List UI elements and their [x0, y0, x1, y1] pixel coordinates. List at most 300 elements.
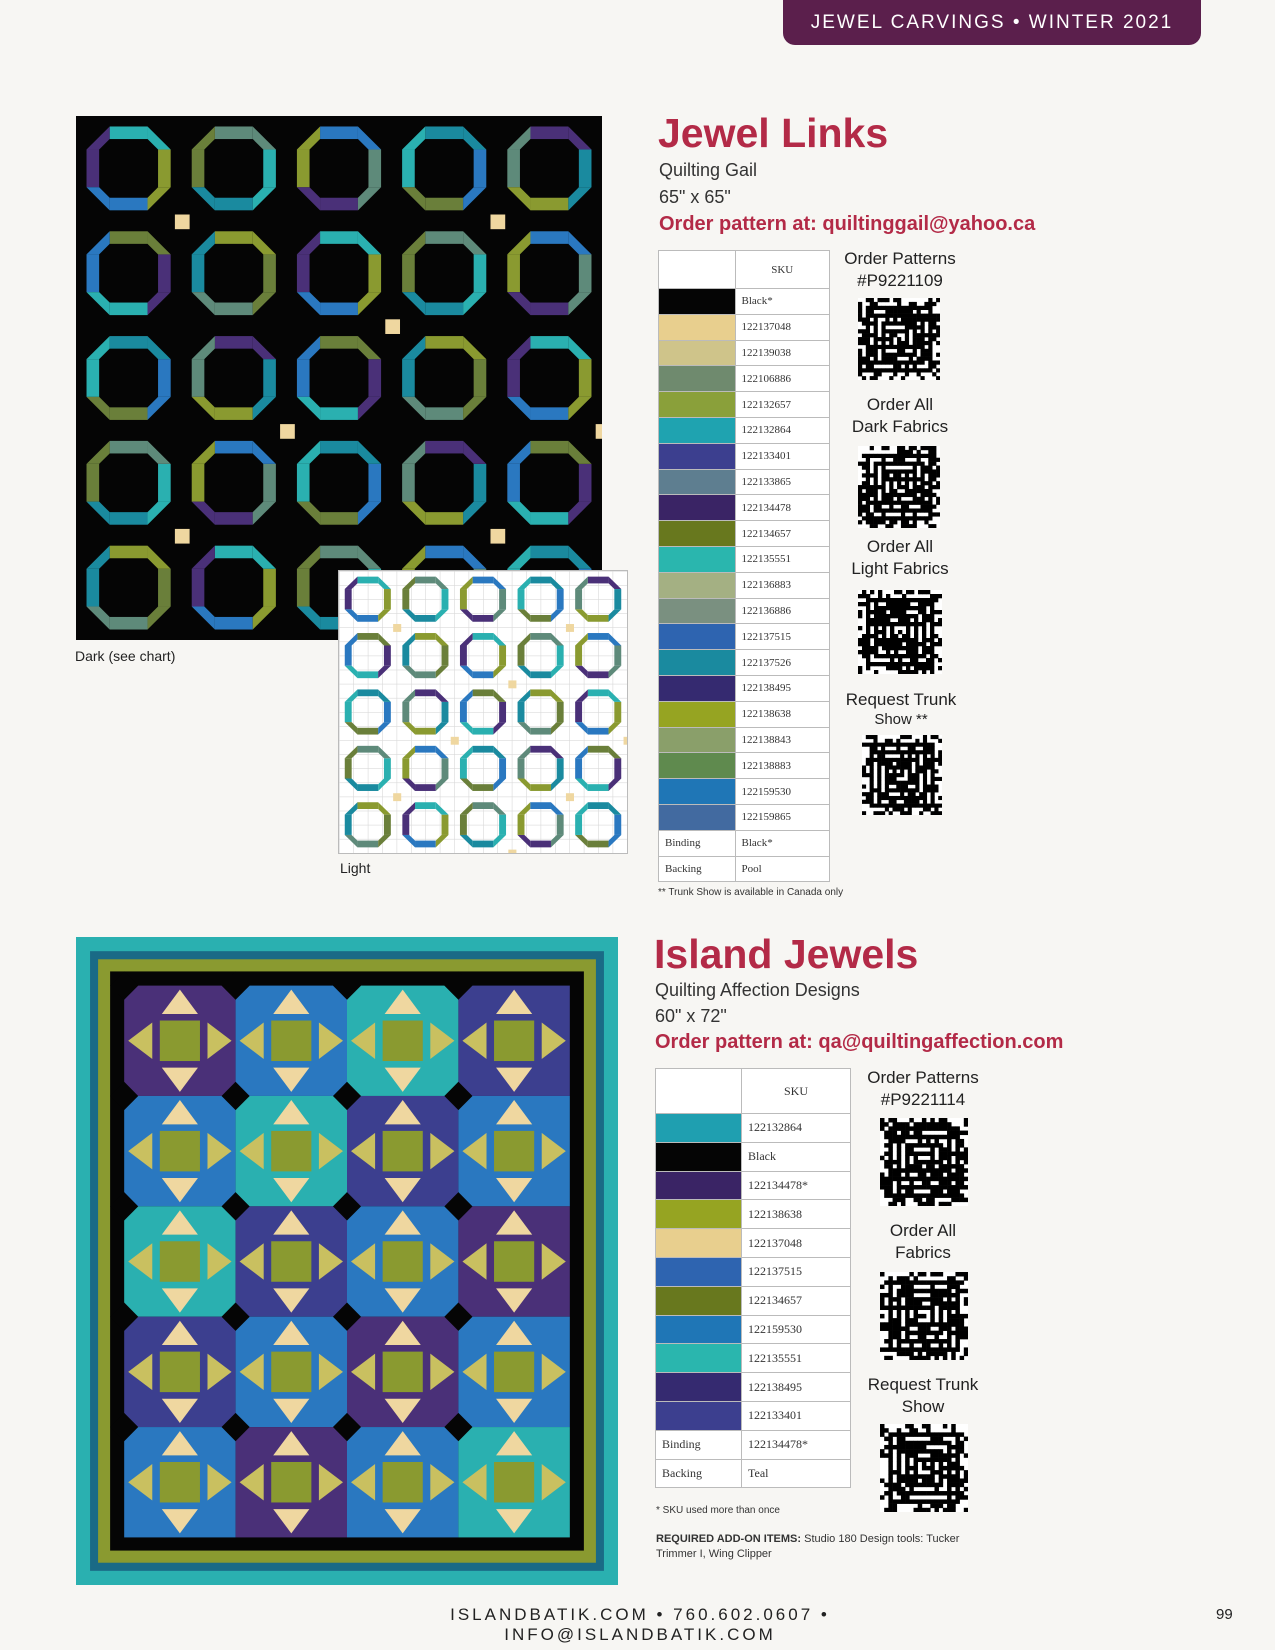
- qr-module: [906, 614, 910, 618]
- qr-module: [918, 1356, 922, 1360]
- qr-code-order-patterns[interactable]: [858, 298, 940, 380]
- qr-module: [877, 800, 881, 804]
- qr-module: [880, 1453, 884, 1457]
- qr-module: [939, 1293, 943, 1297]
- qr-module: [920, 341, 924, 345]
- qr-module: [960, 1466, 964, 1470]
- qr-module: [905, 1185, 909, 1189]
- qr-module: [884, 1143, 888, 1147]
- qr-module: [901, 1289, 905, 1293]
- qr-module: [955, 1156, 959, 1160]
- qr-module: [858, 610, 862, 614]
- qr-module: [947, 1487, 951, 1491]
- qr-module: [908, 807, 912, 811]
- qr-module: [915, 788, 919, 792]
- qr-module: [886, 622, 890, 626]
- qr-module: [905, 485, 909, 489]
- qr-module: [897, 469, 901, 473]
- link-bar: [192, 254, 205, 292]
- qr-module: [896, 807, 900, 811]
- sku-row: [659, 521, 830, 547]
- qr-module: [870, 302, 874, 306]
- qr-module: [930, 1164, 934, 1168]
- link-bar: [357, 689, 378, 696]
- qr-module: [897, 1470, 901, 1474]
- qr-module: [874, 493, 878, 497]
- qr-module: [926, 1474, 930, 1478]
- qr-module: [909, 1449, 913, 1453]
- qr-module: [866, 630, 870, 634]
- qr-module: [885, 454, 889, 458]
- qr-module: [918, 666, 922, 670]
- qr-module: [951, 1322, 955, 1326]
- qr-module: [909, 314, 913, 318]
- qr-code-trunk-show[interactable]: [880, 1424, 968, 1512]
- qr-module: [932, 462, 936, 466]
- link-bar: [499, 589, 506, 609]
- qr-module: [908, 792, 912, 796]
- link-bar: [473, 615, 494, 622]
- link-bar: [460, 758, 467, 778]
- sku-row: [656, 1200, 851, 1229]
- qr-module: [878, 610, 882, 614]
- link-bar: [215, 126, 253, 139]
- qr-module: [943, 1424, 947, 1428]
- qr-module: [927, 785, 931, 789]
- link-bar: [530, 633, 551, 640]
- qr-module: [939, 1152, 943, 1156]
- qr-code-order-fabrics[interactable]: [880, 1272, 968, 1360]
- fabric-swatch: [656, 1257, 742, 1286]
- qr-module: [951, 1318, 955, 1322]
- star-center: [383, 1462, 423, 1503]
- qr-module: [918, 602, 922, 606]
- star-center: [160, 1021, 200, 1062]
- qr-module: [939, 1462, 943, 1466]
- qr-module: [889, 520, 893, 524]
- qr-module: [936, 298, 940, 302]
- qr-module: [882, 618, 886, 622]
- qr-module: [939, 1347, 943, 1351]
- link-bar: [460, 815, 467, 835]
- qr-module: [918, 1445, 922, 1449]
- qr-module: [920, 505, 924, 509]
- qr-module: [951, 1432, 955, 1436]
- qr-module: [913, 321, 917, 325]
- qr-module: [926, 614, 930, 618]
- qr-module: [888, 1172, 892, 1176]
- qr-module: [905, 353, 909, 357]
- qr-module: [870, 622, 874, 626]
- qr-module: [874, 454, 878, 458]
- qr-module: [901, 1285, 905, 1289]
- qr-module: [947, 1326, 951, 1330]
- qr-module: [884, 1306, 888, 1310]
- qr-module: [913, 481, 917, 485]
- qr-module: [885, 508, 889, 512]
- qr-module: [874, 345, 878, 349]
- qr-module: [914, 1198, 918, 1202]
- qr-module: [881, 804, 885, 808]
- link-bar: [384, 702, 391, 722]
- qr-module: [928, 333, 932, 337]
- qr-module: [939, 1306, 943, 1310]
- qr-module: [915, 765, 919, 769]
- qr-module: [904, 785, 908, 789]
- qr-module: [866, 516, 870, 520]
- qr-module: [923, 785, 927, 789]
- qr-module: [955, 1160, 959, 1164]
- order-pattern-link[interactable]: Order pattern at: qa@quiltingaffection.com: [655, 1031, 1064, 1053]
- qr-module: [910, 654, 914, 658]
- qr-module: [881, 337, 885, 341]
- link-bar: [110, 441, 148, 454]
- qr-module: [901, 349, 905, 353]
- qr-module: [922, 1466, 926, 1470]
- qr-module: [892, 769, 896, 773]
- cream-square: [175, 529, 190, 544]
- qr-module: [904, 804, 908, 808]
- qr-module: [901, 1293, 905, 1297]
- qr-module: [888, 1322, 892, 1326]
- qr-module: [943, 1156, 947, 1160]
- qr-module: [905, 1474, 909, 1478]
- fabric-swatch: [656, 1315, 742, 1344]
- qr-module: [939, 1458, 943, 1462]
- qr-module: [955, 1314, 959, 1318]
- qr-module: [947, 1276, 951, 1280]
- sku-row: [659, 495, 830, 521]
- link-bar: [518, 589, 525, 609]
- link-bar: [402, 150, 415, 188]
- qr-module: [964, 1478, 968, 1482]
- qr-module: [932, 364, 936, 368]
- qr-module: [881, 489, 885, 493]
- qr-module: [930, 626, 934, 630]
- qr-module: [947, 1318, 951, 1322]
- qr-module: [960, 1445, 964, 1449]
- qr-module: [862, 594, 866, 598]
- qr-module: [866, 614, 870, 618]
- addon-heading: REQUIRED ADD-ON ITEMS:: [656, 1533, 802, 1545]
- qr-module: [870, 743, 874, 747]
- qr-module: [932, 485, 936, 489]
- qr-module: [885, 477, 889, 481]
- qr-module: [909, 1118, 913, 1122]
- qr-module: [939, 1326, 943, 1330]
- qr-module: [930, 618, 934, 622]
- qr-module: [922, 1474, 926, 1478]
- sku-code: Black: [742, 1142, 851, 1171]
- qr-module: [936, 329, 940, 333]
- qr-module: [874, 662, 878, 666]
- link-bar: [263, 464, 276, 502]
- qr-module: [951, 1131, 955, 1135]
- qr-module: [902, 622, 906, 626]
- qr-module: [939, 1470, 943, 1474]
- qr-module: [888, 1293, 892, 1297]
- qr-module: [936, 333, 940, 337]
- qr-module: [909, 446, 913, 450]
- qr-module: [939, 1322, 943, 1326]
- qr-module: [870, 520, 874, 524]
- qr-module: [926, 1280, 930, 1284]
- qr-module: [909, 1306, 913, 1310]
- qr-module: [878, 614, 882, 618]
- backing-row: [656, 1459, 851, 1488]
- qr-code-order-dark[interactable]: [858, 446, 940, 528]
- qr-module: [964, 1352, 968, 1356]
- qr-module: [905, 1449, 909, 1453]
- qr-module: [918, 1347, 922, 1351]
- qr-module: [884, 1339, 888, 1343]
- star-center: [271, 1021, 311, 1062]
- qr-module: [909, 357, 913, 361]
- qr-module: [936, 314, 940, 318]
- qr-module: [893, 1139, 897, 1143]
- qr-module: [900, 788, 904, 792]
- qr-module: [870, 781, 874, 785]
- qr-module: [947, 1202, 951, 1206]
- qr-module: [881, 762, 885, 766]
- link-bar: [473, 633, 494, 640]
- qr-module: [947, 1160, 951, 1164]
- qr-module: [964, 1289, 968, 1293]
- qr-code-trunk-show[interactable]: [862, 735, 942, 815]
- qr-module: [914, 1314, 918, 1318]
- sku-code: 122139038: [735, 340, 829, 366]
- qr-module: [936, 318, 940, 322]
- link-bar: [474, 150, 487, 188]
- qr-module: [955, 1177, 959, 1181]
- qr-module: [914, 658, 918, 662]
- qr-module: [930, 638, 934, 642]
- qr-module: [923, 762, 927, 766]
- qr-module: [898, 614, 902, 618]
- qr-module: [934, 1177, 938, 1181]
- qr-module: [885, 497, 889, 501]
- qr-module: [947, 1301, 951, 1305]
- addon-text: Studio 180 Design tools: Tucker Trimmer I, Wing Clipper: [656, 1533, 960, 1560]
- qr-module: [924, 314, 928, 318]
- qr-module: [862, 493, 866, 497]
- qr-label-order-light: [836, 536, 964, 580]
- qr-module: [914, 1432, 918, 1436]
- link-bar: [368, 359, 381, 397]
- qr-module: [939, 1164, 943, 1168]
- qr-module: [897, 1135, 901, 1139]
- qr-module: [886, 638, 890, 642]
- qr-module: [923, 773, 927, 777]
- link-bar: [320, 407, 358, 420]
- qr-module: [874, 602, 878, 606]
- fabric-swatch: [659, 392, 736, 418]
- qr-module: [918, 1474, 922, 1478]
- qr-module: [905, 489, 909, 493]
- qr-module: [878, 337, 882, 341]
- qr-module: [866, 598, 870, 602]
- qr-module: [918, 1185, 922, 1189]
- qr-module: [951, 1280, 955, 1284]
- qr-module: [922, 646, 926, 650]
- qr-module: [926, 638, 930, 642]
- qr-module: [874, 481, 878, 485]
- qr-module: [885, 368, 889, 372]
- qr-module: [898, 646, 902, 650]
- sku-row: [656, 1229, 851, 1258]
- qr-module: [914, 1168, 918, 1172]
- qr-module: [877, 785, 881, 789]
- link-bar: [557, 589, 564, 609]
- link-bar: [384, 758, 391, 778]
- link-bar: [158, 150, 171, 188]
- qr-module: [890, 630, 894, 634]
- qr-module: [890, 646, 894, 650]
- qr-module: [897, 1189, 901, 1193]
- qr-module: [928, 508, 932, 512]
- qr-module: [889, 341, 893, 345]
- qr-module: [955, 1474, 959, 1478]
- qr-module: [909, 1181, 913, 1185]
- fabric-swatch: [659, 314, 736, 340]
- qr-module: [947, 1289, 951, 1293]
- qr-module: [905, 337, 909, 341]
- link-bar: [415, 615, 436, 622]
- qr-module: [902, 610, 906, 614]
- qr-module: [923, 743, 927, 747]
- qr-module: [880, 1293, 884, 1297]
- qr-module: [885, 773, 889, 777]
- qr-module: [917, 357, 921, 361]
- swatch-header: [656, 1069, 742, 1114]
- qr-module: [905, 1491, 909, 1495]
- link-bar: [297, 254, 310, 292]
- qr-module: [888, 1289, 892, 1293]
- qr-module: [930, 1272, 934, 1276]
- qr-module: [874, 650, 878, 654]
- sku-code: 122137048: [735, 314, 829, 340]
- qr-module: [858, 360, 862, 364]
- qr-module: [878, 516, 882, 520]
- link-bar: [402, 254, 415, 292]
- qr-module: [870, 788, 874, 792]
- qr-module: [881, 466, 885, 470]
- qr-module: [932, 318, 936, 322]
- qr-module: [902, 606, 906, 610]
- sku-table-jewel-links: [658, 250, 830, 882]
- qr-module: [920, 466, 924, 470]
- qr-module: [873, 758, 877, 762]
- qr-module: [889, 353, 893, 357]
- qr-label-line: Request Trunk: [867, 1375, 979, 1394]
- qr-module: [910, 590, 914, 594]
- qr-module: [922, 1343, 926, 1347]
- qr-module: [858, 485, 862, 489]
- qr-module: [936, 485, 940, 489]
- qr-module: [882, 626, 886, 630]
- qr-module: [934, 1160, 938, 1164]
- qr-module: [870, 349, 874, 353]
- qr-module: [955, 1491, 959, 1495]
- qr-module: [893, 1487, 897, 1491]
- qr-module: [885, 762, 889, 766]
- qr-module: [930, 1202, 934, 1206]
- qr-module: [934, 1139, 938, 1143]
- order-pattern-link[interactable]: Order pattern at: quiltinggail@yahoo.ca: [659, 213, 1036, 235]
- qr-module: [905, 1347, 909, 1351]
- qr-module: [930, 1314, 934, 1318]
- link-bar: [110, 336, 148, 349]
- qr-module: [862, 481, 866, 485]
- qr-module: [893, 1499, 897, 1503]
- qr-module: [930, 1352, 934, 1356]
- qr-module: [881, 754, 885, 758]
- qr-module: [906, 642, 910, 646]
- qr-module: [897, 458, 901, 462]
- qr-module: [920, 321, 924, 325]
- qr-module: [926, 1356, 930, 1360]
- qr-module: [909, 1143, 913, 1147]
- link-bar: [530, 126, 568, 139]
- link-bar: [158, 569, 171, 607]
- qr-module: [909, 345, 913, 349]
- qr-module: [918, 1272, 922, 1276]
- qr-module: [909, 1152, 913, 1156]
- qr-module: [914, 626, 918, 630]
- qr-module: [901, 1495, 905, 1499]
- link-bar: [425, 303, 463, 316]
- qr-module: [884, 1185, 888, 1189]
- qr-module: [912, 743, 916, 747]
- link-bar: [215, 512, 253, 525]
- qr-module: [866, 662, 870, 666]
- qr-module: [884, 1177, 888, 1181]
- qr-module: [862, 337, 866, 341]
- qr-module: [928, 462, 932, 466]
- qr-module: [893, 1122, 897, 1126]
- qr-module: [905, 1335, 909, 1339]
- qr-module: [938, 618, 942, 622]
- link-bar: [588, 577, 609, 584]
- qr-module: [931, 773, 935, 777]
- star-center: [271, 1352, 311, 1393]
- link-bar: [588, 728, 609, 735]
- qr-module: [862, 508, 866, 512]
- qr-module: [909, 1280, 913, 1284]
- qr-code-order-patterns[interactable]: [880, 1118, 968, 1206]
- qr-module: [884, 1164, 888, 1168]
- qr-module: [917, 318, 921, 322]
- qr-module: [955, 1285, 959, 1289]
- qr-module: [913, 466, 917, 470]
- qr-module: [960, 1335, 964, 1339]
- qr-module: [930, 1491, 934, 1495]
- qr-code-order-light[interactable]: [858, 590, 942, 674]
- qr-module: [943, 1289, 947, 1293]
- qr-module: [919, 796, 923, 800]
- qr-module: [909, 469, 913, 473]
- qr-label-trunk-show: [858, 1374, 988, 1418]
- qr-module: [881, 357, 885, 361]
- qr-module: [914, 1441, 918, 1445]
- qr-module: [909, 1453, 913, 1457]
- qr-module: [943, 1202, 947, 1206]
- qr-module: [934, 1335, 938, 1339]
- qr-module: [920, 333, 924, 337]
- qr-module: [934, 1280, 938, 1284]
- fabric-swatch: [659, 469, 736, 495]
- qr-module: [898, 658, 902, 662]
